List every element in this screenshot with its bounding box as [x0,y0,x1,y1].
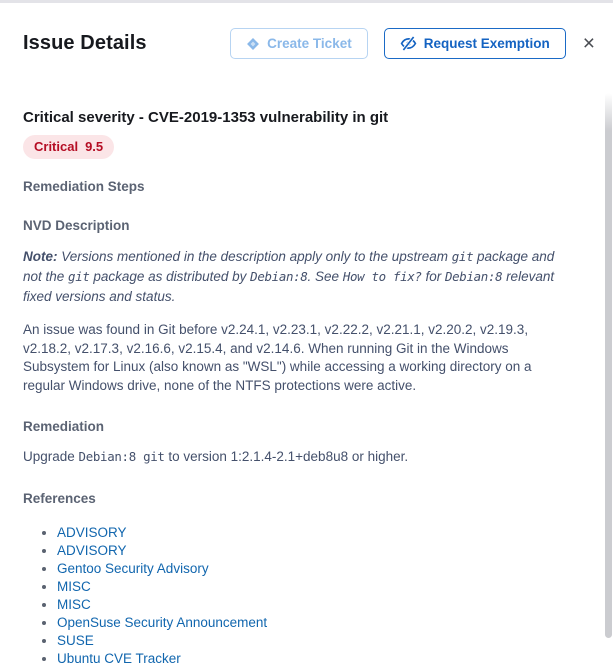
references-heading: References [23,490,96,506]
reference-item [57,560,574,578]
severity-label: Critical [34,139,79,154]
text-segment-mono: git [68,269,90,284]
references-list [23,524,574,668]
reference-link[interactable]: ADVISORY [57,524,127,540]
reference-link[interactable]: MISC [57,578,91,594]
issue-title: Critical severity - CVE-2019-1353 vulnerability in git [23,109,389,126]
panel-header [0,3,613,59]
issue-details-body [0,109,600,668]
request-exemption-button[interactable] [384,28,566,59]
reference-link[interactable]: Ubuntu CVE Tracker [57,650,181,666]
reference-item [57,614,574,632]
reference-item [57,524,574,542]
remediation-text [23,448,574,467]
reference-item [57,578,574,596]
text-segment-mono: Debian:8 [250,269,308,284]
text-segment-bold: Note: [23,249,58,264]
text-segment-mono: How to fix? [342,269,422,284]
text-segment-normal: . See [307,269,343,284]
reference-item [57,650,574,668]
text-segment-mono: git [451,249,474,264]
reference-item [57,542,574,560]
text-segment-normal: package and not the [23,249,555,284]
severity-badge [23,135,114,159]
reference-link[interactable]: MISC [57,596,91,612]
nvd-note [23,247,574,307]
diamond-icon [246,37,260,51]
create-ticket-label: Create Ticket [267,36,352,51]
reference-link[interactable]: ADVISORY [57,542,127,558]
create-ticket-button[interactable] [230,28,368,59]
text-segment-normal: Upgrade [23,449,79,464]
nvd-description-text: An issue was found in Git before v2.24.1, v2.23.1, v2.22.2, v2.21.1, v2.20.2, v2.19.3, v2.18.2, v2.17.3, v2.16.6, v2.15.4, and v2.14.6. When running Git in the Windows Subsystem for Linux (also known as "WSL") while accessing a working directory on a regular Windows drive, none of the NTFS protections were active. [23,322,532,393]
remediation-steps-heading: Remediation Steps [23,179,145,194]
reference-item [57,596,574,614]
reference-link[interactable]: SUSE [57,632,94,648]
text-segment-normal: Versions mentioned in the description apply only to the upstream [57,249,452,264]
eye-slash-icon [400,36,417,51]
text-segment-normal: relevant fixed versions and status. [23,269,555,304]
text-segment-normal: for [421,269,445,284]
text-segment-mono: Debian:8 [444,269,503,284]
remediation-heading: Remediation [23,419,105,434]
severity-score: 9.5 [85,139,104,154]
text-segment-normal: package as distributed by [89,269,251,284]
text-segment-mono: Debian:8 git [78,449,165,464]
reference-item [57,632,574,650]
close-icon[interactable]: × [579,31,599,56]
scrollbar-thumb[interactable] [605,93,612,638]
request-exemption-label: Request Exemption [423,36,550,51]
reference-link[interactable]: OpenSuse Security Announcement [57,614,268,630]
reference-link[interactable]: Gentoo Security Advisory [57,560,209,576]
text-segment-normal: to version 1:2.1.4-2.1+deb8u8 or higher. [164,449,409,464]
page-title: Issue Details [23,32,147,54]
nvd-description-heading: NVD Description [23,218,130,233]
